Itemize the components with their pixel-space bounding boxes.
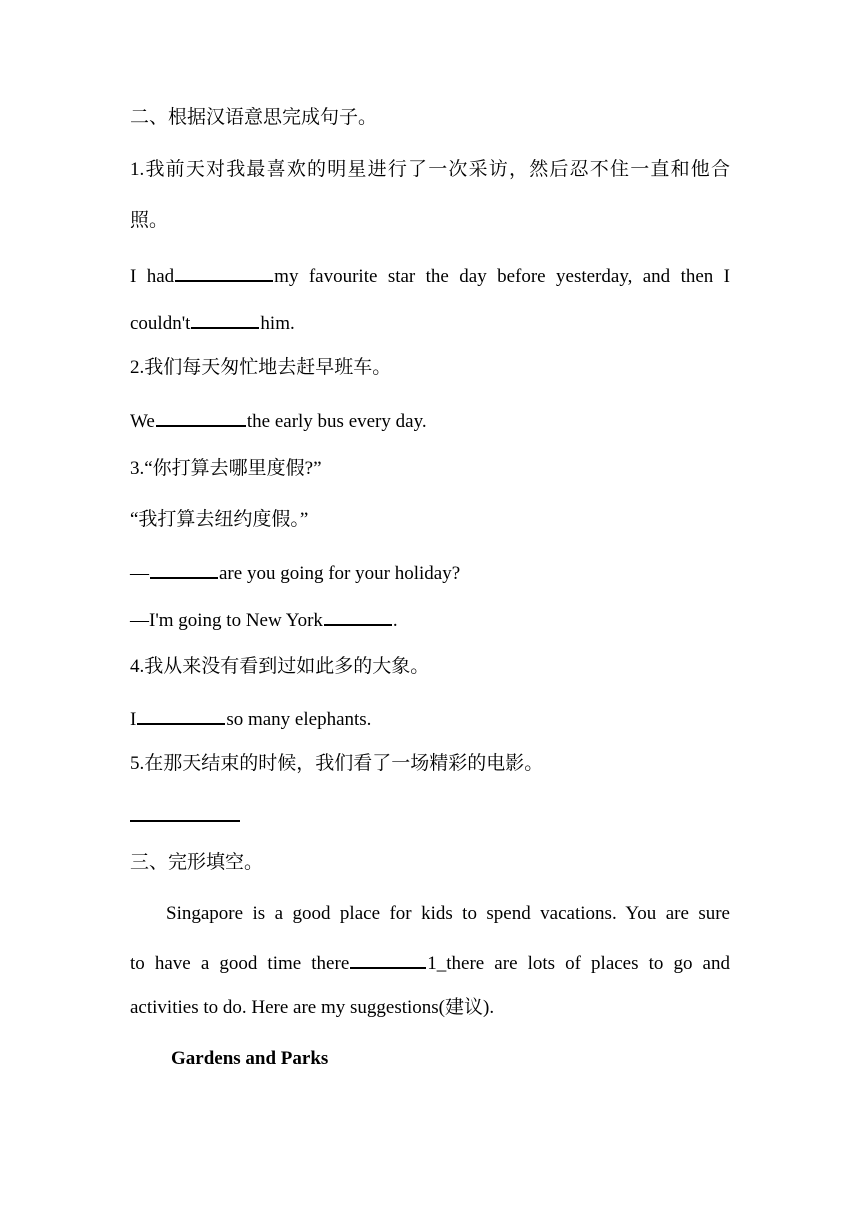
gardens-and-parks-subheading: Gardens and Parks	[171, 1048, 329, 1069]
cloze-paragraph-line-1: Singapore is a good place for kids to spend vacations. You are sure	[166, 903, 730, 924]
q3-answer-blank-1[interactable]	[150, 559, 218, 579]
q1-english-line-2	[130, 309, 730, 336]
cloze-paragraph-line-2	[130, 949, 730, 976]
q4-text-a: I	[130, 709, 137, 730]
q1-english-line-1	[130, 262, 730, 289]
q4-english	[130, 705, 730, 732]
cloze-paragraph-line-3: activities to do. Here are my suggestions(建议).	[130, 997, 495, 1018]
q4-chinese: 4.我从来没有看到过如此多的大象。	[130, 656, 430, 677]
q4-text-b: so many elephants.	[226, 709, 372, 730]
q4-answer-blank[interactable]	[137, 705, 225, 725]
q3-chinese-line-2: “我打算去纽约度假。”	[130, 509, 309, 530]
q1-answer-blank-2[interactable]	[191, 309, 259, 329]
q3-chinese-line-1: 3.“你打算去哪里度假?”	[130, 458, 322, 479]
q2-text-b: the early bus every day.	[246, 411, 427, 432]
q2-text-a: We	[130, 411, 155, 432]
q1-answer-blank-1[interactable]	[175, 262, 273, 282]
q3-english-line-2	[130, 606, 730, 633]
q3-text-b: —I'm going to New York	[130, 610, 323, 631]
q5-chinese: 5.在那天结束的时候，我们看了一场精彩的电影。	[130, 753, 544, 774]
q2-answer-blank[interactable]	[156, 407, 246, 427]
q2-english	[130, 407, 730, 434]
cloze-text-b: 1_there are lots of places to go and	[427, 953, 730, 974]
q3-english-line-1	[130, 559, 730, 586]
q1-chinese-line-2: 照。	[130, 210, 169, 231]
section-2-heading: 二、根据汉语意思完成句子。	[130, 107, 378, 128]
q1-chinese-line-1: 1.我前天对我最喜欢的明星进行了一次采访，然后忍不住一直和他合	[130, 159, 730, 180]
q3-dash-1: —	[130, 563, 149, 584]
q3-answer-blank-2[interactable]	[324, 606, 392, 626]
cloze-answer-blank-1[interactable]	[350, 949, 426, 969]
q1-text-a: I had	[130, 266, 175, 287]
q2-chinese: 2.我们每天匆忙地去赶早班车。	[130, 357, 392, 378]
q5-english	[130, 802, 730, 829]
q5-answer-blank[interactable]	[130, 802, 240, 822]
q3-text-a: are you going for your holiday?	[219, 563, 461, 584]
q1-text-b: my favourite star the day before yesterday, and then I	[274, 266, 731, 287]
cloze-text-a: to have a good time there	[130, 953, 350, 974]
q1-text-d: him.	[260, 313, 295, 334]
q1-text-c: couldn't	[130, 313, 191, 334]
q3-text-c: .	[392, 610, 398, 631]
section-3-heading: 三、完形填空。	[130, 852, 264, 873]
